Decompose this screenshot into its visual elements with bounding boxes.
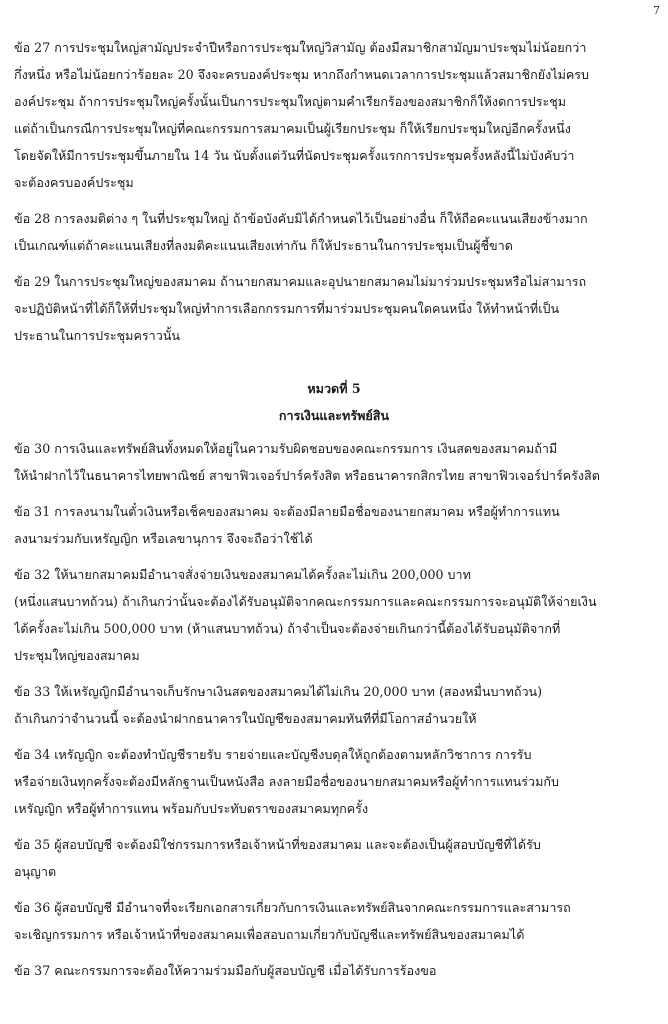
article-32 [14,561,654,669]
article-27-line: ข้อ 27 การประชุมใหญ่สามัญประจำปีหรือการประชุมใหญ่วิสามัญ ต้องมีสมาชิกสามัญมาประชุมไม่น้อยกว่า [14,40,587,55]
article-29 [14,268,654,349]
article-34-line: หรือจ่ายเงินทุกครั้งจะต้องมีหลักฐานเป็นหนังสือ ลงลายมือชื่อของนายกสมาคมหรือผู้ทำการแทนร่วมกับ [14,774,560,789]
article-35-line: อนุญาต [14,864,57,879]
article-27-line: แต่ถ้าเป็นกรณีการประชุมใหญ่ที่คณะกรรมการสมาคมเป็นผู้เรียกประชุม ก็ให้เรียกประชุมใหญ่อีกครั้งหนึ่ง [14,121,571,136]
article-36-line: จะเชิญกรรมการ หรือเจ้าหน้าที่ของสมาคมเพื่อสอบถามเกี่ยวกับบัญชีและทรัพย์สินของสมาคมได้ [14,927,525,942]
article-37 [14,957,654,984]
chapter-title: การเงินและทรัพย์สิน [278,408,390,423]
article-33-line: ข้อ 33 ให้เหรัญญิกมีอำนาจเก็บรักษาเงินสดของสมาคมได้ไม่เกิน 20,000 บาท (สองหมื่นบาทถ้วน) [14,684,543,699]
article-28-line: เป็นเกณฑ์แต่ถ้าคะแนนเสียงที่ลงมติคะแนนเสียงเท่ากัน ก็ให้ประธานในการประชุมเป็นผู้ชี้ขาด [14,238,513,253]
article-36-line: ข้อ 36 ผู้สอบบัญชี มีอำนาจที่จะเรียกเอกสารเกี่ยวกับการเงินและทรัพย์สินจากคณะกรรมการและสามารถ [14,900,571,915]
article-28-line: ข้อ 28 การลงมติต่าง ๆ ในที่ประชุมใหญ่ ถ้าข้อบังคับมิได้กำหนดไว้เป็นอย่างอื่น ก็ให้ถือคะแนนเสียงข้างมาก [14,211,588,226]
article-27-line: องค์ประชุม ถ้าการประชุมใหญ่ครั้งนั้นเป็นการประชุมใหญ่ตามคำเรียกร้องของสมาชิกก็ให้งดการประชุม [14,94,567,109]
article-32-line: ได้ครั้งละไม่เกิน 500,000 บาท (ห้าแสนบาทถ้วน) ถ้าจำเป็นจะต้องจ่ายเกินกว่านี้ต้องได้รับอนุมัติจากที่ [14,621,561,636]
chapter-heading [14,375,654,429]
article-36 [14,894,654,948]
document-body [14,34,654,993]
article-34-line: ข้อ 34 เหรัญญิก จะต้องทำบัญชีรายรับ รายจ่ายและบัญชีงบดุลให้ถูกต้องตามหลักวิชาการ การรับ [14,747,532,762]
article-31 [14,498,654,552]
article-30-line: ข้อ 30 การเงินและทรัพย์สินทั้งหมดให้อยู่ในความรับผิดชอบของคณะกรรมการ เงินสดของสมาคมถ้ามี [14,441,558,456]
article-27-line: จะต้องครบองค์ประชุม [14,175,134,190]
article-33-line: ถ้าเกินกว่าจำนวนนี้ จะต้องนำฝากธนาคารในบัญชีของสมาคมทันทีที่มีโอกาสอำนวยให้ [14,711,477,726]
article-31-line: ข้อ 31 การลงนามในตั๋วเงินหรือเช็คของสมาคม จะต้องมีลายมือชื่อของนายกสมาคม หรือผู้ทำการแทน [14,504,560,519]
article-30 [14,435,654,489]
page-number: 7 [653,4,660,17]
article-35-line: ข้อ 35 ผู้สอบบัญชี จะต้องมิใช่กรรมการหรือเจ้าหน้าที่ของสมาคม และจะต้องเป็นผู้สอบบัญชีที่ได้รับ [14,837,541,852]
article-27-line: กึ่งหนึ่ง หรือไม่น้อยกว่าร้อยละ 20 จึงจะครบองค์ประชุม หากถึงกำหนดเวลาการประชุมแล้วสมาชิกยังไม่ครบ [14,67,590,82]
article-34 [14,741,654,822]
article-29-line: ประธานในการประชุมคราวนั้น [14,328,181,343]
article-29-line: จะปฏิบัติหน้าที่ได้ก็ให้ที่ประชุมใหญ่ทำการเลือกกรรมการที่มาร่วมประชุมคนใดคนหนึ่ง ให้ทำหน้าที่เป็น [14,301,560,316]
chapter-number: หมวดที่ 5 [307,381,361,396]
article-28 [14,205,654,259]
article-29-line: ข้อ 29 ในการประชุมใหญ่ของสมาคม ถ้านายกสมาคมและอุปนายกสมาคมไม่มาร่วมประชุมหรือไม่สามารถ [14,274,587,289]
article-35 [14,831,654,885]
article-27-line: โดยจัดให้มีการประชุมขึ้นภายใน 14 วัน นับตั้งแต่วันที่นัดประชุมครั้งแรกการประชุมครั้งหลังนี้ไม่บังคับว่า [14,148,575,163]
article-30-line: ให้นำฝากไว้ในธนาคารไทยพาณิชย์ สาขาฟิวเจอร์ปาร์ครังสิต หรือธนาคารกสิกรไทย สาขาฟิวเจอร์ปาร์ครังสิต [14,468,600,483]
article-33 [14,678,654,732]
article-34-line: เหรัญญิก หรือผู้ทำการแทน พร้อมกับประทับตราของสมาคมทุกครั้ง [14,801,369,816]
article-31-line: ลงนามร่วมกับเหรัญญิก หรือเลขานุการ จึงจะถือว่าใช้ได้ [14,531,313,546]
article-37-line: ข้อ 37 คณะกรรมการจะต้องให้ความร่วมมือกับผู้สอบบัญชี เมื่อได้รับการร้องขอ [14,963,437,978]
article-32-line: ข้อ 32 ให้นายกสมาคมมีอำนาจสั่งจ่ายเงินของสมาคมได้ครั้งละไม่เกิน 200,000 บาท [14,567,471,582]
article-32-line: ประชุมใหญ่ของสมาคม [14,648,140,663]
article-27 [14,34,654,196]
article-32-line: (หนึ่งแสนบาทถ้วน) ถ้าเกินกว่านั้นจะต้องได้รับอนุมัติจากคณะกรรมการและคณะกรรมการจะอนุมัติให้จ่ายเงิน [14,594,597,609]
